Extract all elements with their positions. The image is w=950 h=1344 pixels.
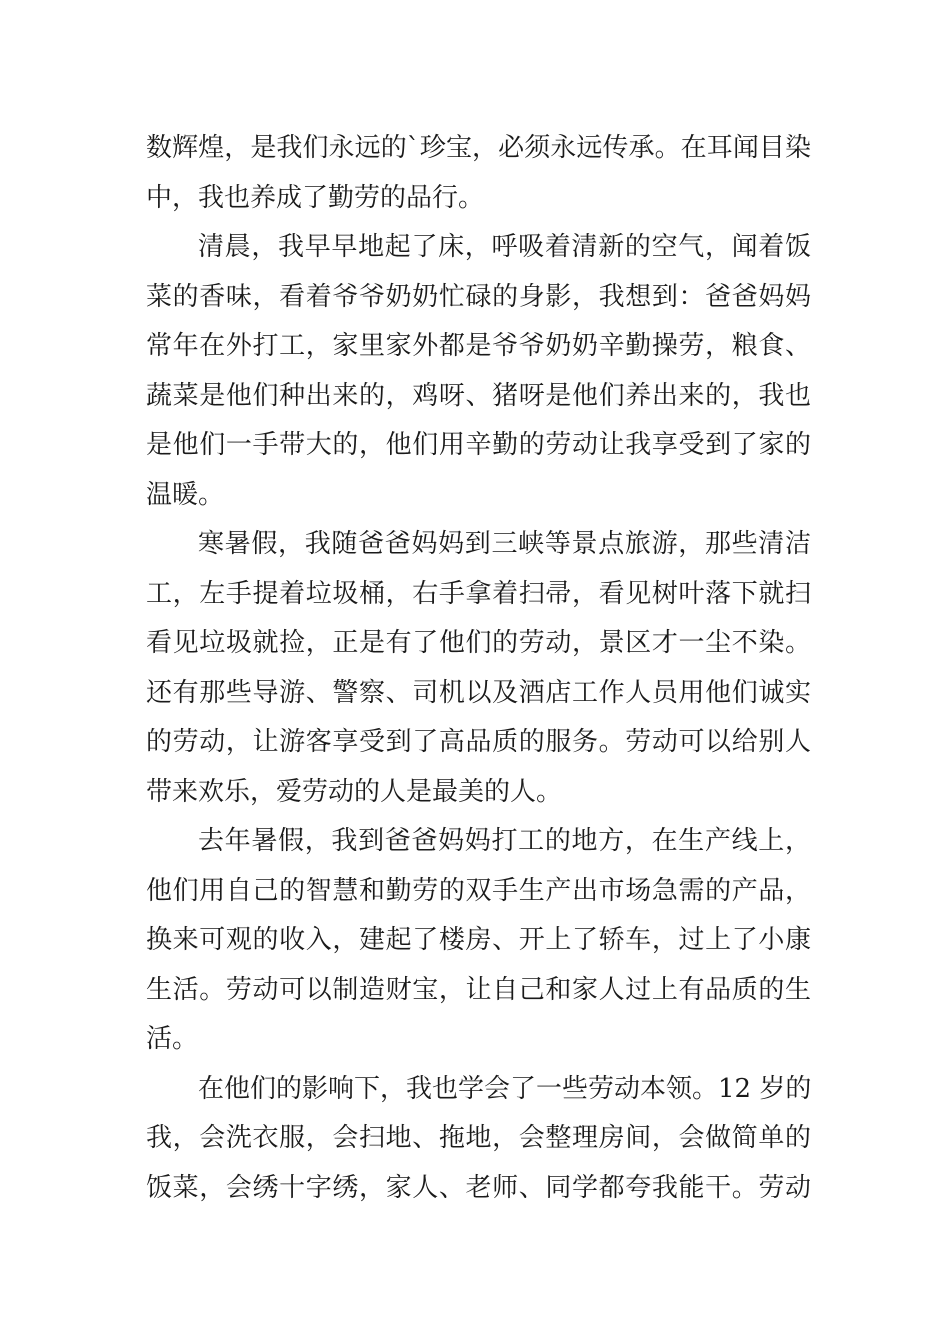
paragraph [146,817,811,1065]
text-line: 去年暑假，我到爸爸妈妈打工的地方，在生产线上， [198,826,811,856]
text-line: 中，我也养成了勤劳的品行。 [146,182,485,213]
text-line: 蔬菜是他们种出来的，鸡呀、猪呀是他们养出来的，我也 [146,380,811,411]
paragraph [146,520,811,817]
text-line: 菜的香味，看着爷爷奶奶忙碌的身影，我想到：爸爸妈妈 [146,281,811,312]
text-line: 清晨，我早早地起了床，呼吸着清新的空气，闻着饭 [198,232,811,262]
document-body [146,124,811,1213]
text-line: 工，左手提着垃圾桶，右手拿着扫帚，看见树叶落下就扫 [146,578,811,609]
text-line: 生活。劳动可以制造财宝，让自己和家人过上有品质的生 [146,974,811,1005]
text-line: 常年在外打工，家里家外都是爷爷奶奶辛勤操劳，粮食、 [146,331,811,361]
text-line: 数辉煌，是我们永远的`珍宝，必须永远传承。在耳闻目染 [146,133,811,163]
text-line: 他们用自己的智慧和勤劳的双手生产出市场急需的产品， [146,875,811,906]
text-line: 活。 [146,1024,199,1054]
text-line: 温暖。 [146,479,225,510]
text-line: 在他们的影响下，我也学会了一些劳动本领。12 岁的 [198,1073,812,1104]
text-line: 带来欢乐，爱劳动的人是最美的人。 [146,776,563,807]
paragraph [146,124,811,223]
text-line: 的劳动，让游客享受到了高品质的服务。劳动可以给别人 [146,727,811,757]
paragraph [146,223,811,520]
text-line: 是他们一手带大的，他们用辛勤的劳动让我享受到了家的 [146,430,811,460]
text-line: 我，会洗衣服，会扫地、拖地，会整理房间，会做简单的 [146,1123,811,1153]
text-line: 寒暑假，我随爸爸妈妈到三峡等景点旅游，那些清洁 [198,529,811,559]
text-line: 还有那些导游、警察、司机以及酒店工作人员用他们诚实 [146,677,811,708]
text-line: 饭菜，会绣十字绣，家人、老师、同学都夸我能干。劳动 [146,1172,811,1203]
text-line: 看见垃圾就捡，正是有了他们的劳动，景区才一尘不染。 [146,628,811,658]
paragraph [146,1065,811,1214]
text-line: 换来可观的收入，建起了楼房、开上了轿车，过上了小康 [146,925,811,955]
